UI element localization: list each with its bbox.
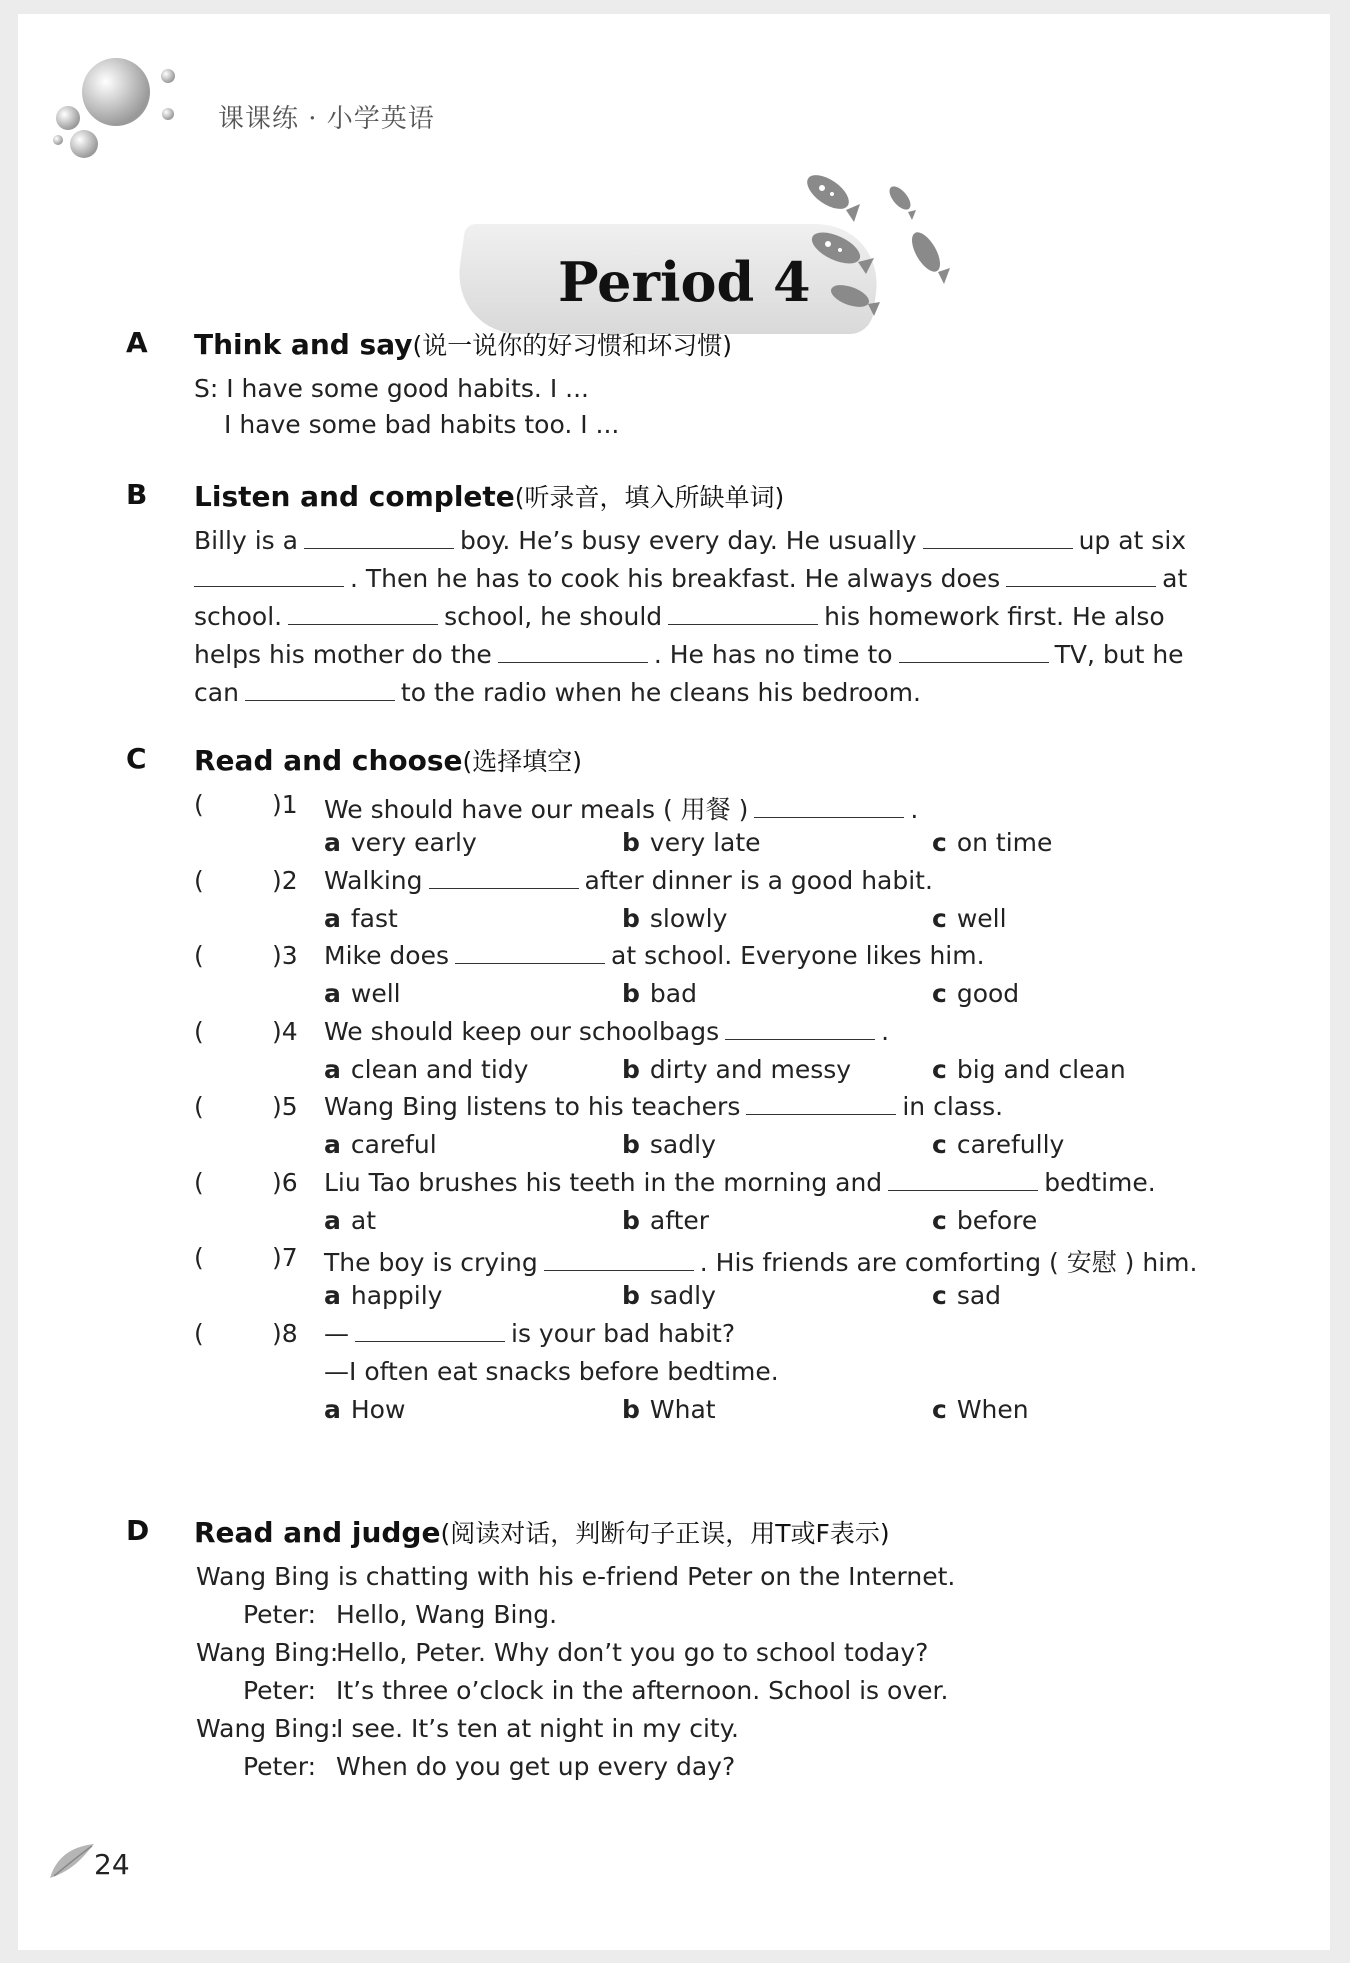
text: Billy is a — [194, 526, 298, 555]
option-b[interactable] — [622, 1130, 716, 1159]
blank-input[interactable] — [194, 564, 344, 587]
dialogue-text: When do you get up every day? — [336, 1752, 736, 1781]
text: helps his mother do the — [194, 640, 492, 669]
option-text: after — [649, 1206, 710, 1235]
blank-input[interactable] — [288, 602, 438, 625]
option-label: b — [622, 1206, 640, 1235]
stem-text: . — [910, 795, 919, 824]
question-stem — [324, 866, 933, 895]
text: boy. He’s busy every day. He usually — [459, 526, 917, 555]
section-c-title-en: Read and choose — [194, 744, 463, 777]
stem-text: Wang Bing listens to his teachers — [324, 1092, 741, 1121]
leaf-decoration-icon — [48, 1842, 98, 1882]
stem-text: We should have our meals ( 用餐 ) — [324, 795, 749, 824]
option-label: a — [324, 1281, 341, 1310]
section-b-title-cn: (听录音，填入所缺单词) — [514, 483, 785, 512]
option-label: c — [932, 1206, 947, 1235]
blank-input[interactable] — [746, 1092, 896, 1115]
dialogue-line — [196, 1676, 948, 1705]
option-b[interactable] — [622, 1281, 716, 1310]
section-c-title-cn: (选择填空) — [462, 747, 583, 776]
option-text: clean and tidy — [350, 1055, 529, 1084]
blank-input[interactable] — [668, 602, 818, 625]
option-label: a — [324, 828, 341, 857]
option-a[interactable] — [324, 1281, 442, 1310]
option-a[interactable] — [324, 828, 477, 857]
text: to the radio when he cleans his bedroom. — [400, 678, 921, 707]
fish-decoration-icon — [788, 164, 968, 324]
answer-paren[interactable]: ( — [194, 1017, 204, 1046]
text: can — [194, 678, 239, 707]
question-number: )7 — [272, 1243, 298, 1272]
workbook-page — [18, 14, 1330, 1950]
question-number: )2 — [272, 866, 298, 895]
dialogue-text: Hello, Wang Bing. — [336, 1600, 558, 1629]
stem-text: Liu Tao brushes his teeth in the morning and — [324, 1168, 883, 1197]
option-c[interactable] — [932, 979, 1019, 1008]
option-a[interactable] — [324, 904, 398, 933]
text: . He has no time to — [653, 640, 893, 669]
option-c[interactable] — [932, 1206, 1037, 1235]
question-number: )8 — [272, 1319, 298, 1348]
section-c-title — [194, 742, 582, 778]
dialogue-line — [196, 1638, 928, 1667]
section-c-letter: C — [126, 742, 147, 775]
option-a[interactable] — [324, 979, 401, 1008]
section-b-letter: B — [126, 478, 148, 511]
stem-text: . His friends are comforting ( 安慰 ) him. — [699, 1248, 1198, 1277]
section-b-title — [194, 478, 784, 514]
option-label: c — [932, 828, 947, 857]
option-label: b — [622, 979, 640, 1008]
blank-input[interactable] — [923, 526, 1073, 549]
stem-text: Mike does — [324, 941, 449, 970]
question-stem — [324, 1092, 1003, 1121]
option-c[interactable] — [932, 904, 1007, 933]
option-c[interactable] — [932, 1281, 1001, 1310]
option-text: big and clean — [956, 1055, 1126, 1084]
question-stem — [324, 941, 985, 970]
option-text: How — [350, 1395, 406, 1424]
section-d-title-en: Read and judge — [194, 1516, 441, 1549]
option-text: sadly — [649, 1281, 716, 1310]
stem-text: after dinner is a good habit. — [584, 866, 933, 895]
stem-text: in class. — [902, 1092, 1004, 1121]
option-text: What — [649, 1395, 716, 1424]
option-text: well — [350, 979, 401, 1008]
question-stem — [324, 1243, 1197, 1279]
answer-paren[interactable]: ( — [194, 1092, 204, 1121]
text: at — [1162, 564, 1188, 593]
text: up at six — [1078, 526, 1187, 555]
option-text: sad — [956, 1281, 1002, 1310]
question-stem — [324, 790, 918, 826]
option-a[interactable] — [324, 1395, 405, 1424]
section-b-line-5 — [194, 678, 921, 707]
option-label: c — [932, 1055, 947, 1084]
option-b[interactable] — [622, 828, 761, 857]
speaker: Peter: — [242, 1752, 316, 1781]
speaker: Wang Bing: — [196, 1638, 339, 1667]
option-a[interactable] — [324, 1055, 528, 1084]
option-b[interactable] — [622, 1206, 709, 1235]
question-stem — [324, 1319, 735, 1348]
option-text: When — [956, 1395, 1029, 1424]
speaker: Peter: — [242, 1676, 316, 1705]
option-a[interactable] — [324, 1206, 376, 1235]
option-label: c — [932, 904, 947, 933]
option-c[interactable] — [932, 1055, 1126, 1084]
dialogue-text: Hello, Peter. Why don’t you go to school today? — [336, 1638, 929, 1667]
option-label: a — [324, 904, 341, 933]
blank-input[interactable] — [899, 640, 1049, 663]
answer-paren[interactable]: ( — [194, 1168, 204, 1197]
option-label: b — [622, 1281, 640, 1310]
text: his homework first. He also — [824, 602, 1165, 631]
option-label: a — [324, 1395, 341, 1424]
option-label: a — [324, 1055, 341, 1084]
dialogue-text: It’s three o’clock in the afternoon. School is over. — [336, 1676, 949, 1705]
section-b-line-4 — [194, 640, 1184, 669]
text: . Then he has to cook his breakfast. He always does — [350, 564, 1001, 593]
question-stem — [324, 1017, 889, 1046]
section-a-line-1: S: I have some good habits. I ... — [194, 374, 589, 403]
option-text: before — [956, 1206, 1038, 1235]
option-label: c — [932, 979, 947, 1008]
period-title: Period 4 — [558, 250, 811, 314]
option-text: bad — [649, 979, 697, 1008]
option-label: a — [324, 1130, 341, 1159]
section-b-line-3 — [194, 602, 1165, 631]
option-b[interactable] — [622, 904, 727, 933]
page-number: 24 — [94, 1848, 130, 1881]
speaker: Peter: — [242, 1600, 316, 1629]
answer-paren[interactable]: ( — [194, 941, 204, 970]
section-d-title — [194, 1514, 890, 1550]
option-b[interactable] — [622, 1395, 716, 1424]
option-c[interactable] — [932, 828, 1052, 857]
section-b-title-en: Listen and complete — [194, 480, 515, 513]
stem-text: bedtime. — [1044, 1168, 1156, 1197]
answer-paren[interactable]: ( — [194, 790, 204, 819]
blank-input[interactable] — [429, 866, 579, 889]
option-b[interactable] — [622, 1055, 851, 1084]
section-b-line-2 — [194, 564, 1187, 593]
question-number: )4 — [272, 1017, 298, 1046]
section-a-title — [194, 326, 732, 362]
question-stem — [324, 1168, 1156, 1197]
question-number: )3 — [272, 941, 298, 970]
blank-input[interactable] — [888, 1168, 1038, 1191]
option-label: c — [932, 1130, 947, 1159]
text: school, he should — [444, 602, 663, 631]
blank-input[interactable] — [355, 1319, 505, 1342]
option-label: b — [622, 904, 640, 933]
blank-input[interactable] — [455, 941, 605, 964]
option-label: b — [622, 1395, 640, 1424]
stem-text: Walking — [324, 866, 423, 895]
section-a-title-en: Think and say — [194, 328, 413, 361]
option-text: happily — [350, 1281, 443, 1310]
section-a-letter: A — [126, 326, 148, 359]
text: TV, but he — [1054, 640, 1184, 669]
option-text: very late — [649, 828, 761, 857]
stem-text: . — [881, 1017, 890, 1046]
option-text: fast — [350, 904, 398, 933]
blank-input[interactable] — [304, 526, 454, 549]
option-text: good — [956, 979, 1020, 1008]
section-d-intro: Wang Bing is chatting with his e-friend Peter on the Internet. — [196, 1562, 956, 1591]
answer-paren[interactable]: ( — [194, 1243, 204, 1272]
option-label: c — [932, 1395, 947, 1424]
option-label: b — [622, 828, 640, 857]
stem-text: We should keep our schoolbags — [324, 1017, 720, 1046]
dialogue-text: I see. It’s ten at night in my city. — [336, 1714, 739, 1743]
text: school. — [194, 602, 283, 631]
option-text: slowly — [649, 904, 728, 933]
option-text: dirty and messy — [649, 1055, 852, 1084]
section-a-line-2: I have some bad habits too. I ... — [224, 410, 620, 439]
stem-text: at school. Everyone likes him. — [611, 941, 985, 970]
section-d-title-cn: (阅读对话，判断句子正误，用T或F表示) — [440, 1519, 890, 1548]
speaker: Wang Bing: — [196, 1714, 339, 1743]
section-b-line-1 — [194, 526, 1186, 555]
option-label: c — [932, 1281, 947, 1310]
option-text: well — [956, 904, 1007, 933]
option-c[interactable] — [932, 1130, 1064, 1159]
stem-text: is your bad habit? — [511, 1319, 736, 1348]
question-number: )6 — [272, 1168, 298, 1197]
option-label: a — [324, 1206, 341, 1235]
stem-text: — — [324, 1319, 349, 1348]
question-number: )1 — [272, 790, 298, 819]
question-number: )5 — [272, 1092, 298, 1121]
blank-input[interactable] — [498, 640, 648, 663]
dialogue-line — [196, 1600, 557, 1629]
option-label: a — [324, 979, 341, 1008]
option-text: sadly — [649, 1130, 716, 1159]
book-title: 课课练 · 小学英语 — [218, 104, 435, 134]
option-b[interactable] — [622, 979, 697, 1008]
option-text: at — [350, 1206, 376, 1235]
option-text: very early — [350, 828, 477, 857]
dialogue-line — [196, 1714, 739, 1743]
option-label: b — [622, 1055, 640, 1084]
dialogue-line — [196, 1752, 735, 1781]
option-a[interactable] — [324, 1130, 437, 1159]
question-extra: —I often eat snacks before bedtime. — [324, 1357, 779, 1386]
answer-paren[interactable]: ( — [194, 866, 204, 895]
option-text: carefully — [956, 1130, 1065, 1159]
bubbles-decoration-icon — [38, 44, 188, 164]
option-text: careful — [350, 1130, 437, 1159]
section-a-title-cn: (说一说你的好习惯和坏习惯) — [412, 331, 733, 360]
option-c[interactable] — [932, 1395, 1029, 1424]
stem-text: The boy is crying — [324, 1248, 538, 1277]
blank-input[interactable] — [1006, 564, 1156, 587]
section-d-letter: D — [126, 1514, 150, 1547]
answer-paren[interactable]: ( — [194, 1319, 204, 1348]
blank-input[interactable] — [725, 1017, 875, 1040]
option-label: b — [622, 1130, 640, 1159]
option-text: on time — [956, 828, 1053, 857]
blank-input[interactable] — [754, 795, 904, 818]
blank-input[interactable] — [245, 678, 395, 701]
blank-input[interactable] — [544, 1248, 694, 1271]
